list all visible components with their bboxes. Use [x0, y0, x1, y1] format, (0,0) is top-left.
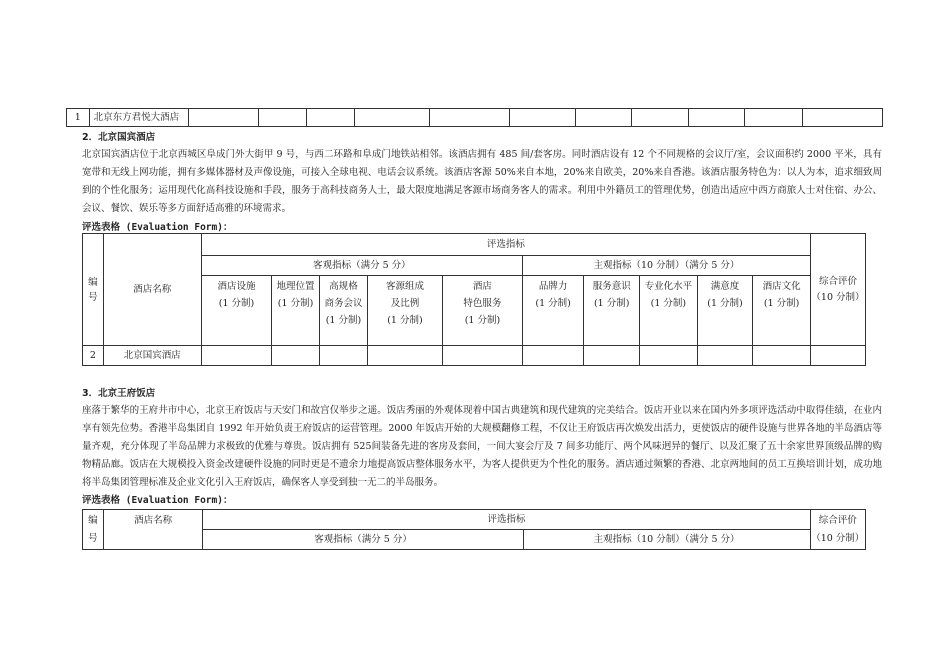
- score-cell: [354, 109, 429, 127]
- form-label-en: (Evaluation Form)：: [120, 222, 233, 233]
- overall-score-cell: [810, 346, 865, 366]
- row-number: 1: [67, 109, 90, 127]
- hotel-name-cell: 北京东方君悦大酒店: [89, 109, 188, 127]
- hotel-name-cell: 北京国宾酒店: [103, 346, 201, 366]
- criterion-guest-mix: 客源组成 及比例 (1 分制): [367, 276, 442, 346]
- section-2-form-label: [82, 219, 232, 233]
- criteria-header: 评选指标: [201, 234, 810, 256]
- score-cell: [307, 109, 355, 127]
- section-3-heading: 3．北京王府饭店: [82, 388, 156, 399]
- overall-header-line2: （10 分制）: [811, 291, 865, 303]
- criterion-service-awareness: 服务意识 (1 分制): [584, 276, 640, 346]
- score-cell: [522, 346, 583, 366]
- num-header: 编 号: [83, 510, 104, 550]
- name-header: 酒店名称: [103, 510, 203, 550]
- objective-header: 客观指标（满分 5 分）: [203, 530, 523, 550]
- section-3-paragraph: 座落于繁华的王府井市中心，北京王府饭店与天安门和故宫仅举步之遥。饭店秀丽的外观体现着中国古典建筑和现代建筑的完美结合。饭店开业以来在国内外多项评选活动中取得佳绩，在业内享有领先位势。香港半岛集团自 1992 年开始负责王府饭店的运营管理。2000 年饭店开始的大规模翻修工程，不仅让王府饭店再次焕发出活力，更使饭店的硬件设施与世界各地的半岛酒店等量齐观，充分体现了半岛品牌力求极致的优雅与尊贵。饭店拥有 525间装备先进的客房及套间，一间大宴会厅及 7 间多功能厅、两个风味迥异的餐厅、以及汇聚了五十余家世界顶级品牌的购物精品廊。饭店在大规模投入资金改建硬件设施的同时更是不遗余力地提高饭店整体服务水平，为客人提供更为个性化的服务。酒店通过频繁的香港、北京两地间的员工互换培训计划，成功地将半岛集团管理标准及企业文化引入王府饭店，确保客人享受到独一无二的半岛服务。: [82, 405, 882, 488]
- score-cell: [430, 109, 510, 127]
- section-2-heading: 2．北京国宾酒店: [82, 132, 156, 143]
- criterion-professionalism: 专业化水平 (1 分制): [640, 276, 698, 346]
- subjective-header: 主观指标（10 分制）（满分 5 分）: [522, 256, 810, 276]
- subjective-header: 主观指标（10 分制）（满分 5 分）: [523, 530, 810, 550]
- num-header: 编 号: [83, 234, 104, 346]
- section-3-form-label: [82, 492, 232, 506]
- score-cell: [188, 109, 258, 127]
- score-cell: [201, 346, 271, 366]
- score-cell: [367, 346, 442, 366]
- score-cell: [259, 109, 307, 127]
- criterion-business-meeting: 高规格 商务会议 (1 分制): [320, 276, 368, 346]
- score-cell: [640, 346, 698, 366]
- form-label-en: (Evaluation Form)：: [120, 495, 233, 506]
- name-header: 酒店名称: [103, 234, 201, 346]
- form-label-cn: 评选表格: [82, 495, 121, 506]
- row-number: 2: [83, 346, 104, 366]
- criteria-header: 评选指标: [203, 510, 810, 530]
- evaluation-table-2: [82, 233, 866, 366]
- overall-header: [810, 510, 866, 550]
- criterion-special-service: 酒店 特色服务 (1 分制): [442, 276, 522, 346]
- criterion-satisfaction: 满意度 (1 分制): [697, 276, 753, 346]
- score-cell: [697, 346, 753, 366]
- criterion-facilities: 酒店设施 (1 分制): [201, 276, 271, 346]
- score-cell: [802, 109, 882, 127]
- score-cell: [689, 109, 745, 127]
- score-cell: [584, 346, 640, 366]
- score-cell: [753, 346, 811, 366]
- overall-header-line1: 综合评价: [818, 275, 857, 287]
- form-label-cn: 评选表格: [82, 222, 121, 233]
- overall-header: [810, 234, 865, 346]
- score-cell: [575, 109, 631, 127]
- criterion-culture: 酒店文化 (1 分制): [753, 276, 811, 346]
- score-cell: [320, 346, 368, 366]
- criterion-location: 地理位置 (1 分制): [272, 276, 320, 346]
- evaluation-table-3: [82, 509, 866, 550]
- overall-header-line1: 综合评价: [818, 514, 857, 526]
- score-cell: [442, 346, 522, 366]
- section-2-paragraph: 北京国宾酒店位于北京西城区阜成门外大街甲 9 号，与西二环路和阜成门地铁站相邻。该酒店拥有 485 间/套客房。同时酒店设有 12 个不同规格的会议厅/室，会议面积约 2000 平米，具有宽带和无线上网功能，拥有多媒体器材及声像设施，可接入全球电视、电话会议系统。该酒店客源 50%来自本地，20%来自欧美，20%来自香港。该酒店服务特色为：以人为本，追求细致周到的个性化服务；运用现代化高科技设施和手段，服务于高科技商务人士，最大限度地满足客源市场商务客人的需求。利用中外籍员工的管理优势，创造出适应中西方商旅人士对住宿、办公、会议、餐饮、娱乐等多方面舒适高雅的环境需求。: [82, 149, 882, 214]
- overall-header-line2: （10 分制）: [811, 532, 865, 544]
- score-cell: [272, 346, 320, 366]
- objective-header: 客观指标（满分 5 分）: [201, 256, 522, 276]
- criterion-brand: 品牌力 (1 分制): [522, 276, 583, 346]
- hotel-1-row-table: [66, 108, 883, 127]
- score-cell: [510, 109, 576, 127]
- score-cell: [745, 109, 803, 127]
- score-cell: [631, 109, 689, 127]
